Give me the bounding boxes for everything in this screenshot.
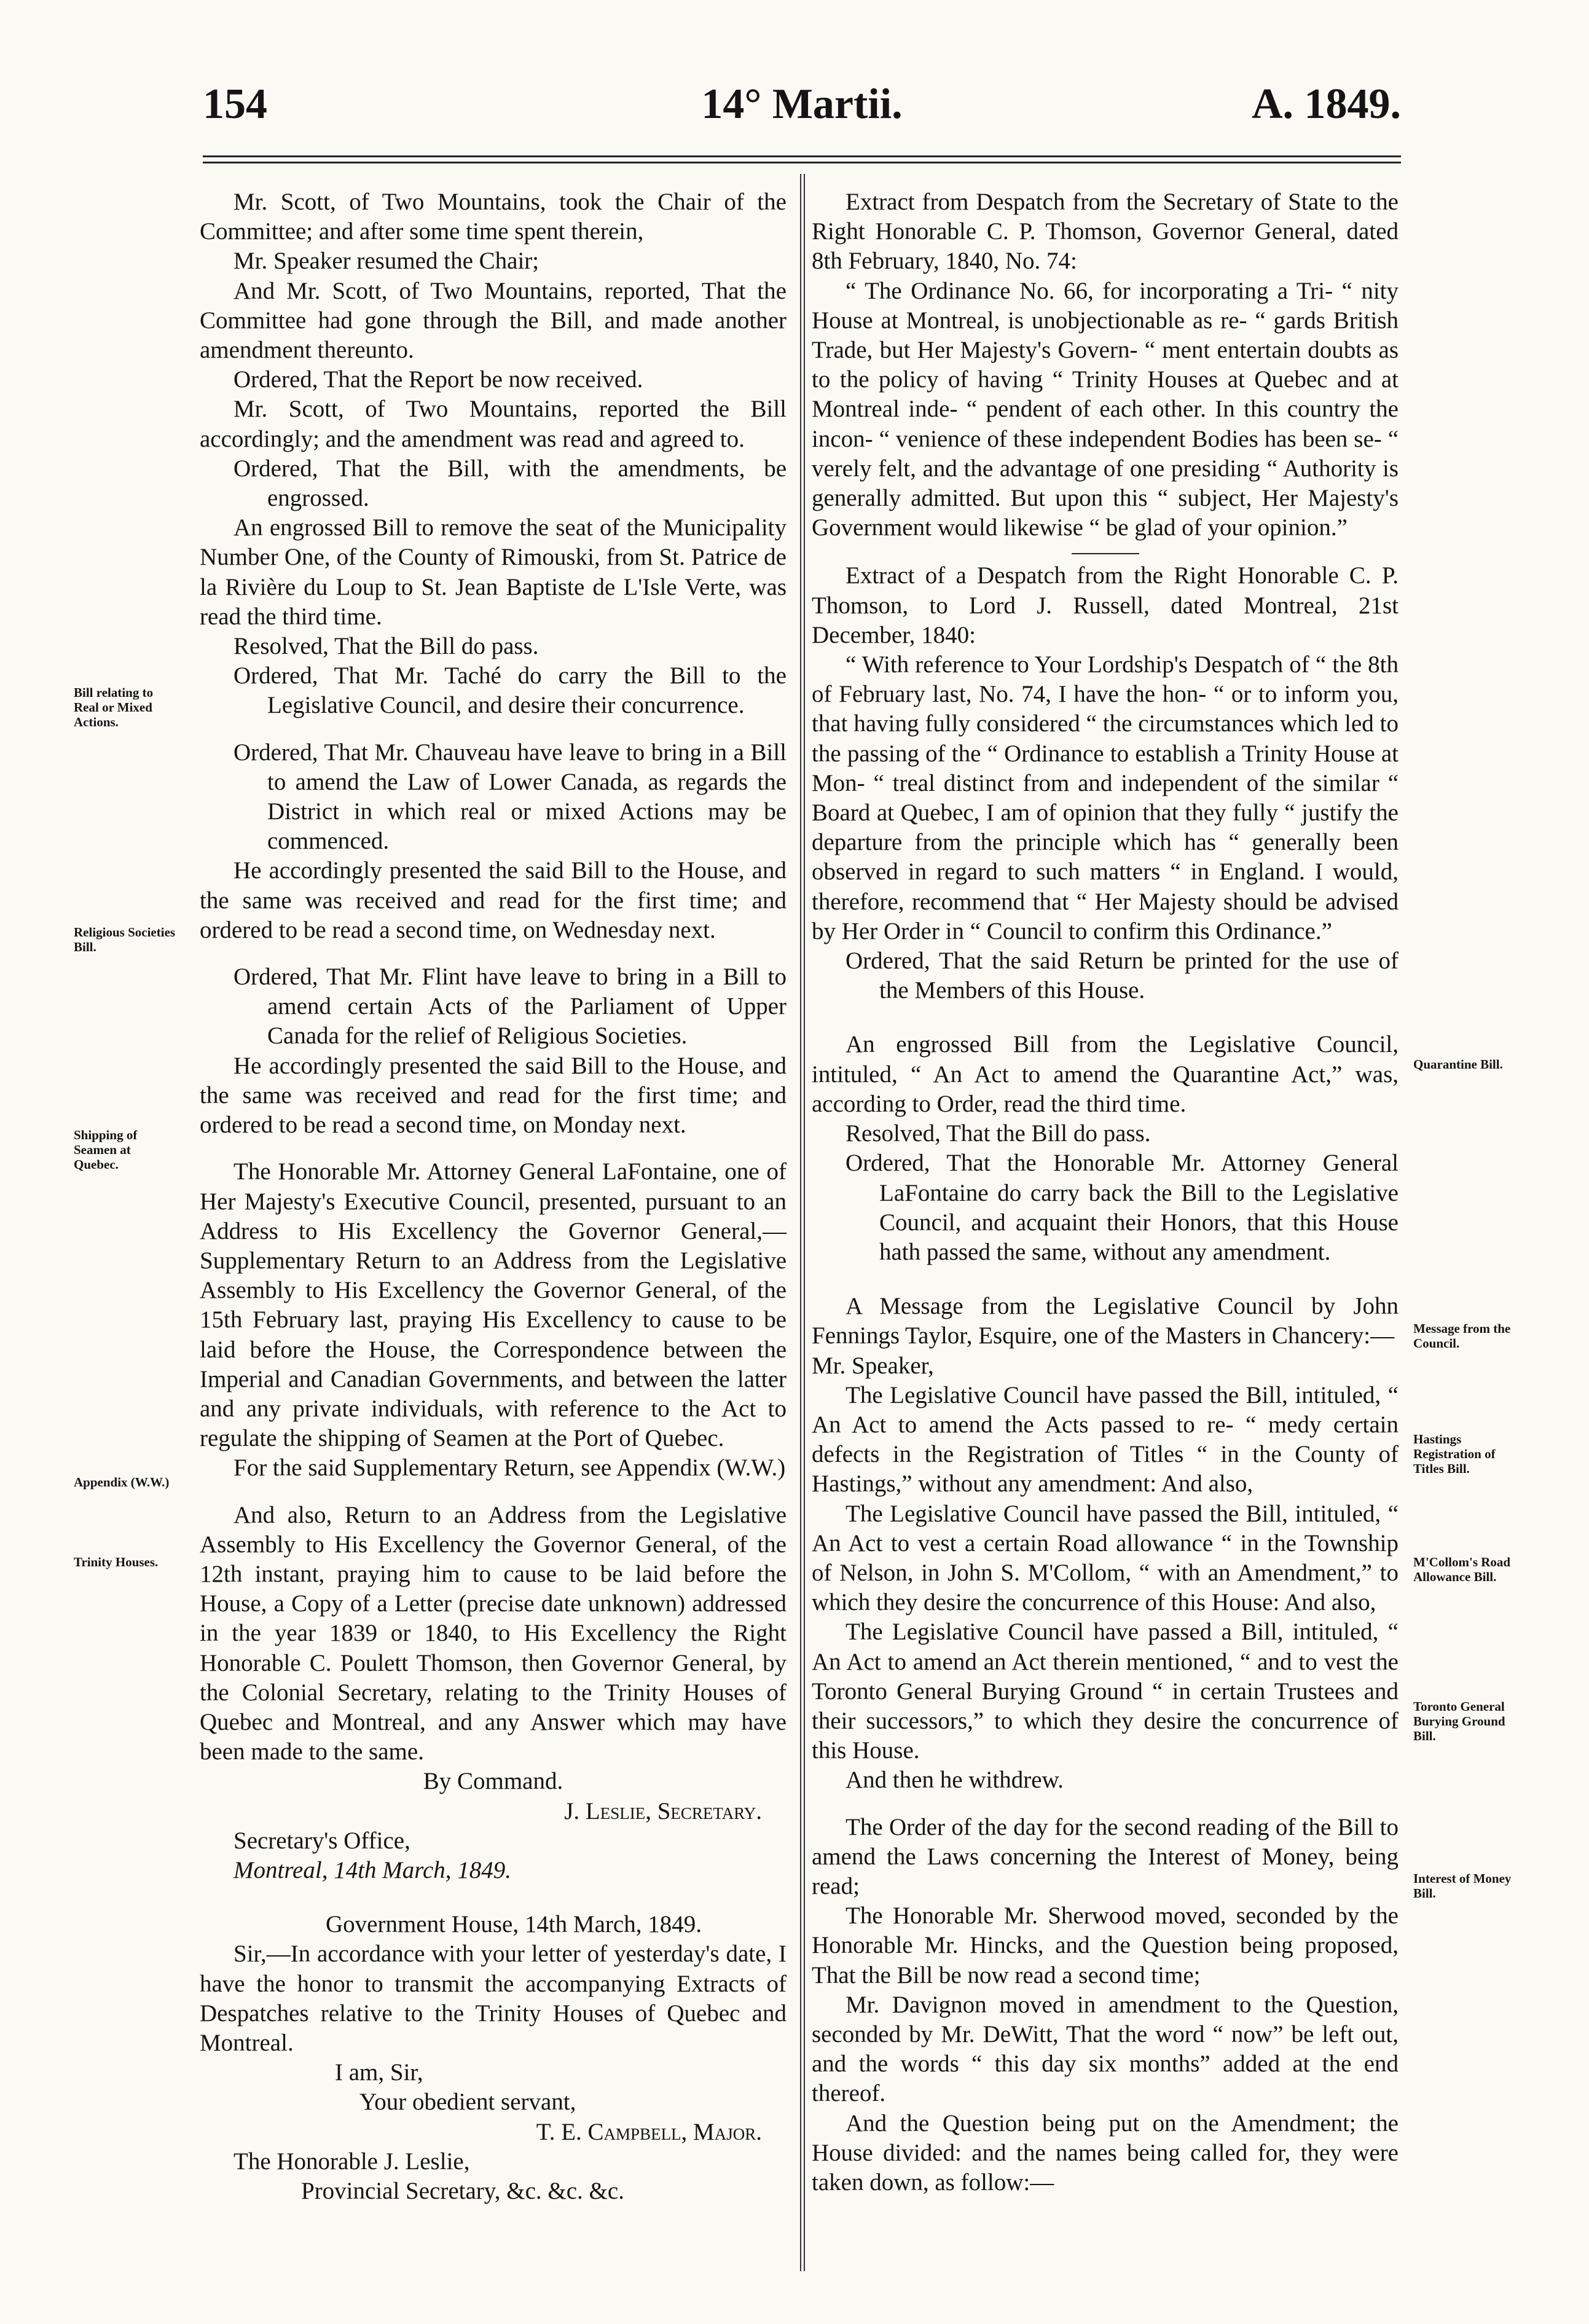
column-divider: [800, 174, 805, 2271]
paragraph: Mr. Speaker,: [812, 1352, 934, 1379]
margin-note-real-actions: Bill relating to Real or Mixed Actions.: [74, 685, 154, 729]
paragraph: Ordered, That Mr. Flint have leave to bring in a Bill to amend certain Acts of the Parliament of Upper Canada for the relief of Religious Societies.: [233, 964, 787, 1050]
paragraph: The Legislative Council have passed a Bill, intituled, “ An Act to amend an Act therein mentioned, “ and to vest the Toronto General Burying Ground “ in certain Trustees and their successors,” to which they desire the concurrence of this House.: [812, 1619, 1399, 1764]
margin-note-interest-money: Interest of Money Bill.: [1413, 1871, 1512, 1901]
paragraph: And then he withdrew.: [846, 1767, 1064, 1794]
letter-closing: Your obedient servant,: [359, 2089, 576, 2116]
paragraph: Mr. Speaker resumed the Chair;: [233, 248, 539, 275]
paragraph: And the Question being put on the Amendment; the House divided: and the names being called for, they were taken down, as follow:—: [812, 2110, 1399, 2196]
margin-note-toronto-burying: Toronto General Burying Ground Bill.: [1413, 1699, 1505, 1743]
margin-note-quarantine: Quarantine Bill.: [1413, 1057, 1503, 1072]
paragraph: The Honorable Mr. Attorney General LaFontaine, one of Her Majesty's Executive Council, presented, pursuant to an Address to His Excellency the Governor General,—Supplementary Return to an Address from the Legislative Assembly to His Excellency the Governor General, of the 15th February last, praying His Excellency to cause to be laid before the House, the Correspondence between the Imperial and Canadian Governments, and between the latter and any private individuals, with reference to the Act to regulate the shipping of Seamen at the Port of Quebec.: [200, 1158, 787, 1452]
paragraph: Extract of a Despatch from the Right Honorable C. P. Thomson, to Lord J. Russell, dated Montreal, 21st December, 1840:: [812, 562, 1399, 648]
right-column: [812, 187, 1399, 2197]
header-rule-double: [203, 162, 1401, 163]
margin-note-appendix: Appendix (W.W.): [74, 1475, 170, 1490]
paragraph: He accordingly presented the said Bill to the House, and the same was received and read for the first time; and ordered to be read a second time, on Wednesday next.: [200, 857, 787, 943]
paragraph: An engrossed Bill to remove the seat of the Municipality Number One, of the County of Rimouski, from St. Patrice de la Rivière du Loup to St. Jean Baptiste de L'Isle Verte, was read the third time.: [200, 514, 787, 630]
paragraph: Ordered, That the Honorable Mr. Attorney General LaFontaine do carry back the Bill to the Legislative Council, and acquaint their Honors, that this House hath passed the same, without any amendment.: [846, 1150, 1399, 1265]
paragraph: Ordered, That the Report be now received.: [233, 366, 643, 393]
paragraph: Mr. Davignon moved in amendment to the Question, seconded by Mr. DeWitt, That the word “ now” be left out, and the words “ this day six months” added at the end thereof.: [812, 1991, 1399, 2107]
paragraph: For the said Supplementary Return, see Appendix (W.W.): [233, 1454, 786, 1482]
page-number: 154: [203, 80, 267, 128]
margin-note-mcollom: M'Collom's Road Allowance Bill.: [1413, 1555, 1511, 1584]
left-column: [200, 187, 787, 2206]
paragraph: And Mr. Scott, of Two Mountains, reported, That the Committee had gone through the Bill, and made another amendment thereunto.: [200, 277, 787, 364]
addressee: The Honorable J. Leslie,: [233, 2148, 470, 2175]
addressee-title: Provincial Secretary, &c. &c. &c.: [301, 2178, 624, 2204]
page-header: [203, 80, 1401, 135]
section-divider: [812, 543, 1399, 561]
office-line: Secretary's Office,: [233, 1827, 410, 1854]
signature-campbell: T. E. Campbell, Major.: [536, 2118, 762, 2145]
year-label: A. 1849.: [1251, 80, 1401, 128]
signature-secretary: J. Leslie, Secretary.: [564, 1797, 762, 1824]
date-title: 14° Martii.: [701, 80, 903, 128]
paragraph: Ordered, That Mr. Chauveau have leave to bring in a Bill to amend the Law of Lower Canada, as regards the District in which real or mixed Actions may be commenced.: [233, 739, 787, 855]
margin-note-hastings: Hastings Registration of Titles Bill.: [1413, 1432, 1496, 1476]
paragraph: Resolved, That the Bill do pass.: [233, 633, 539, 660]
paragraph: An engrossed Bill from the Legislative Council, intituled, “ An Act to amend the Quarantine Act,” was, according to Order, read the third time.: [812, 1031, 1399, 1117]
paragraph: Mr. Scott, of Two Mountains, took the Chair of the Committee; and after some time spent therein,: [200, 189, 787, 245]
margin-note-message-council: Message from the Council.: [1413, 1321, 1511, 1351]
paragraph: Mr. Scott, of Two Mountains, reported the Bill accordingly; and the amendment was read and agreed to.: [200, 396, 787, 452]
paragraph: The Order of the day for the second reading of the Bill to amend the Laws concerning the Interest of Money, being read;: [812, 1813, 1399, 1899]
header-rule: [203, 155, 1401, 157]
paragraph: Ordered, That the Bill, with the amendments, be engrossed.: [233, 455, 787, 512]
letter-salutation: I am, Sir,: [335, 2059, 423, 2086]
margin-note-trinity-houses: Trinity Houses.: [74, 1555, 159, 1569]
paragraph: Resolved, That the Bill do pass.: [846, 1120, 1151, 1147]
letter-body: Sir,—In accordance with your letter of yesterday's date, I have the honor to transmit the accompanying Extracts of Despatches relative to the Trinity Houses of Quebec and Montreal.: [200, 1941, 787, 2056]
paragraph: The Honorable Mr. Sherwood moved, seconded by the Honorable Mr. Hincks, and the Question being proposed, That the Bill be now read a second time;: [812, 1902, 1399, 1988]
letter-dateline: Government House, 14th March, 1849.: [326, 1911, 702, 1938]
quoted-despatch: “ With reference to Your Lordship's Despatch of “ the 8th of February last, No. 74, I have the hon- “ or to inform you, that having fully considered “ the circumstances which led to the passing of the “ Ordinance to establish a Trinity House at Mon- “ treal distinct from and independent of the similar “ Board at Quebec, I am of opinion that they fully “ justify the departure from the principle which has “ generally been observed in regard to such matters “ in England. I would, therefore, recommend that “ Her Majesty should be advised by Her Order in “ Council to confirm this Ordinance.”: [812, 651, 1399, 944]
paragraph: And also, Return to an Address from the Legislative Assembly to His Excellency the Governor General, of the 12th instant, praying him to cause to be laid before the House, a Copy of a Letter (precise date unknown) addressed in the year 1839 or 1840, to His Excellency the Right Honorable C. Poulett Thomson, then Governor General, by the Colonial Secretary, relating to the Trinity Houses of Quebec and Montreal, and any Answer which may have been made to the same.: [200, 1501, 787, 1765]
paragraph: Extract from Despatch from the Secretary of State to the Right Honorable C. P. Thomson, Governor General, dated 8th February, 1840, No. 74:: [812, 189, 1399, 275]
margin-note-religious-societies: Religious Societies Bill.: [74, 925, 176, 954]
office-date: Montreal, 14th March, 1849.: [233, 1856, 512, 1883]
paragraph: The Legislative Council have passed the Bill, intituled, “ An Act to amend the Acts passed to re- “ medy certain defects in the Registration of Titles “ in the County of Hastings,” without any amendment: And also,: [812, 1381, 1399, 1498]
paragraph: The Legislative Council have passed the Bill, intituled, “ An Act to vest a certain Road allowance “ in the Township of Nelson, in John S. M'Collom, “ with an Amendment,” to which they desire the concurrence of this House: And also,: [812, 1500, 1399, 1616]
paragraph: He accordingly presented the said Bill to the House, and the same was received and read for the first time; and ordered to be read a second time, on Monday next.: [200, 1052, 787, 1139]
by-command: By Command.: [423, 1768, 563, 1795]
paragraph: Ordered, That Mr. Taché do carry the Bill to the Legislative Council, and desire their concurrence.: [233, 662, 787, 719]
paragraph: A Message from the Legislative Council by John Fennings Taylor, Esquire, one of the Masters in Chancery:—: [812, 1293, 1399, 1349]
quoted-despatch: “ The Ordinance No. 66, for incorporating a Tri- “ nity House at Montreal, is unobjectionable as re- “ gards British Trade, but Her Majesty's Govern- “ ment entertain doubts as to the policy of having “ Trinity Houses at Quebec and at Montreal inde- “ pendent of each other. In this country the incon- “ venience of these independent Bodies has been se- “ verely felt, and the advantage of one presiding “ Authority is generally admitted. But upon this “ subject, Her Majesty's Government would likewise “ be glad of your opinion.”: [812, 277, 1399, 541]
margin-note-shipping-seamen: Shipping of Seamen at Quebec.: [74, 1128, 138, 1172]
paragraph: Ordered, That the said Return be printed for the use of the Members of this House.: [846, 948, 1399, 1004]
